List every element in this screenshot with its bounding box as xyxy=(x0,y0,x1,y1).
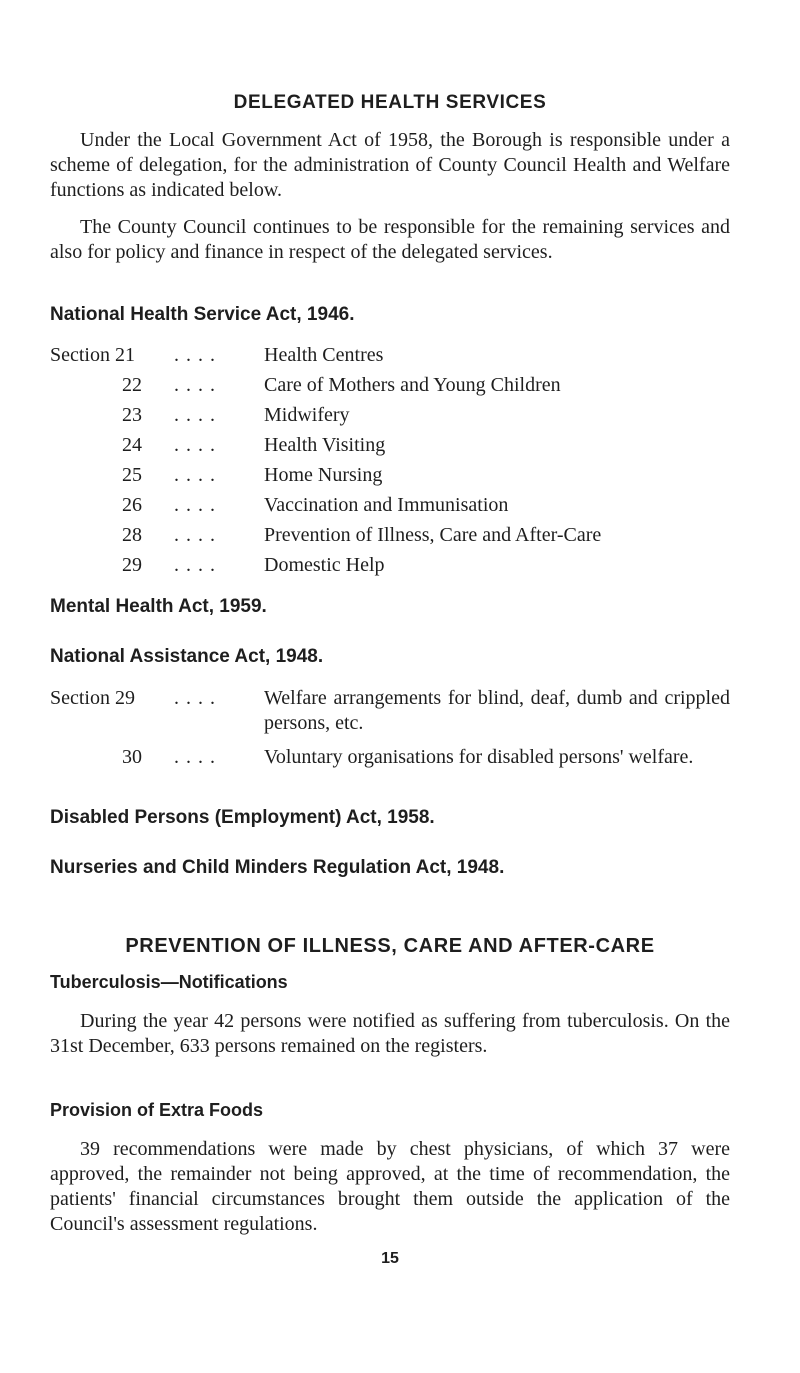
service-name: Prevention of Illness, Care and After-Care xyxy=(264,524,602,546)
section-number: Section 29 xyxy=(50,687,135,709)
leader-dots: . . . . xyxy=(174,434,216,456)
intro-paragraph-2: The County Council continues to be responsible for the remaining services and also for policy and finance in respect of the delegated services. xyxy=(50,216,730,263)
national-assistance-act-title: National Assistance Act, 1948. xyxy=(50,646,324,667)
disabled-persons-act-title: Disabled Persons (Employment) Act, 1958. xyxy=(50,807,435,828)
section-number: Section 21 xyxy=(50,344,135,366)
leader-dots: . . . . xyxy=(174,464,216,486)
service-name: Home Nursing xyxy=(264,464,383,486)
service-name: Welfare arrangements for blind, deaf, dumb and crippled persons, etc. xyxy=(264,687,730,734)
leader-dots: . . . . xyxy=(174,404,216,426)
service-name: Voluntary organisations for disabled persons' welfare. xyxy=(264,746,694,768)
section-number: 28 xyxy=(122,524,142,546)
service-name: Midwifery xyxy=(264,404,350,426)
service-name: Domestic Help xyxy=(264,554,385,576)
section-number: 25 xyxy=(122,464,142,486)
intro-paragraph-1: Under the Local Government Act of 1958, the Borough is responsible under a scheme of delegation, for the administration of County Council Health and Welfare functions as indicated below. xyxy=(50,129,730,201)
nurseries-act-title: Nurseries and Child Minders Regulation Act, 1948. xyxy=(50,857,505,878)
prevention-heading: PREVENTION OF ILLNESS, CARE AND AFTER-CARE xyxy=(125,935,655,957)
tuberculosis-heading: Tuberculosis—Notifications xyxy=(50,972,288,992)
section-number: 30 xyxy=(122,746,142,768)
leader-dots: . . . . xyxy=(174,687,216,709)
page-title: DELEGATED HEALTH SERVICES xyxy=(233,92,547,113)
service-name: Health Centres xyxy=(264,344,384,366)
leader-dots: . . . . xyxy=(174,746,216,768)
section-number: 22 xyxy=(122,374,142,396)
mental-health-act-title: Mental Health Act, 1959. xyxy=(50,596,267,617)
extra-foods-paragraph: 39 recommendations were made by chest physicians, of which 37 were approved, the remainder not being approved, at the time of recommendation, the patients' financial circumstances brought them outside the application of the Council's assessment regulations. xyxy=(50,1138,730,1235)
extra-foods-heading: Provision of Extra Foods xyxy=(50,1100,264,1120)
service-name: Vaccination and Immunisation xyxy=(264,494,509,516)
section-number: 24 xyxy=(122,434,142,456)
leader-dots: . . . . xyxy=(174,554,216,576)
nhs-act-title: National Health Service Act, 1946. xyxy=(50,304,355,325)
page-number: 15 xyxy=(381,1250,399,1267)
section-number: 29 xyxy=(122,554,142,576)
leader-dots: . . . . xyxy=(174,494,216,516)
section-number: 23 xyxy=(122,404,142,426)
leader-dots: . . . . xyxy=(174,524,216,546)
leader-dots: . . . . xyxy=(174,374,216,396)
tuberculosis-paragraph: During the year 42 persons were notified as suffering from tuberculosis. On the 31st December, 633 persons remained on the registers. xyxy=(50,1010,730,1057)
section-number: 26 xyxy=(122,494,142,516)
service-name: Health Visiting xyxy=(264,434,386,456)
service-name: Care of Mothers and Young Children xyxy=(264,374,561,396)
leader-dots: . . . . xyxy=(174,344,216,366)
